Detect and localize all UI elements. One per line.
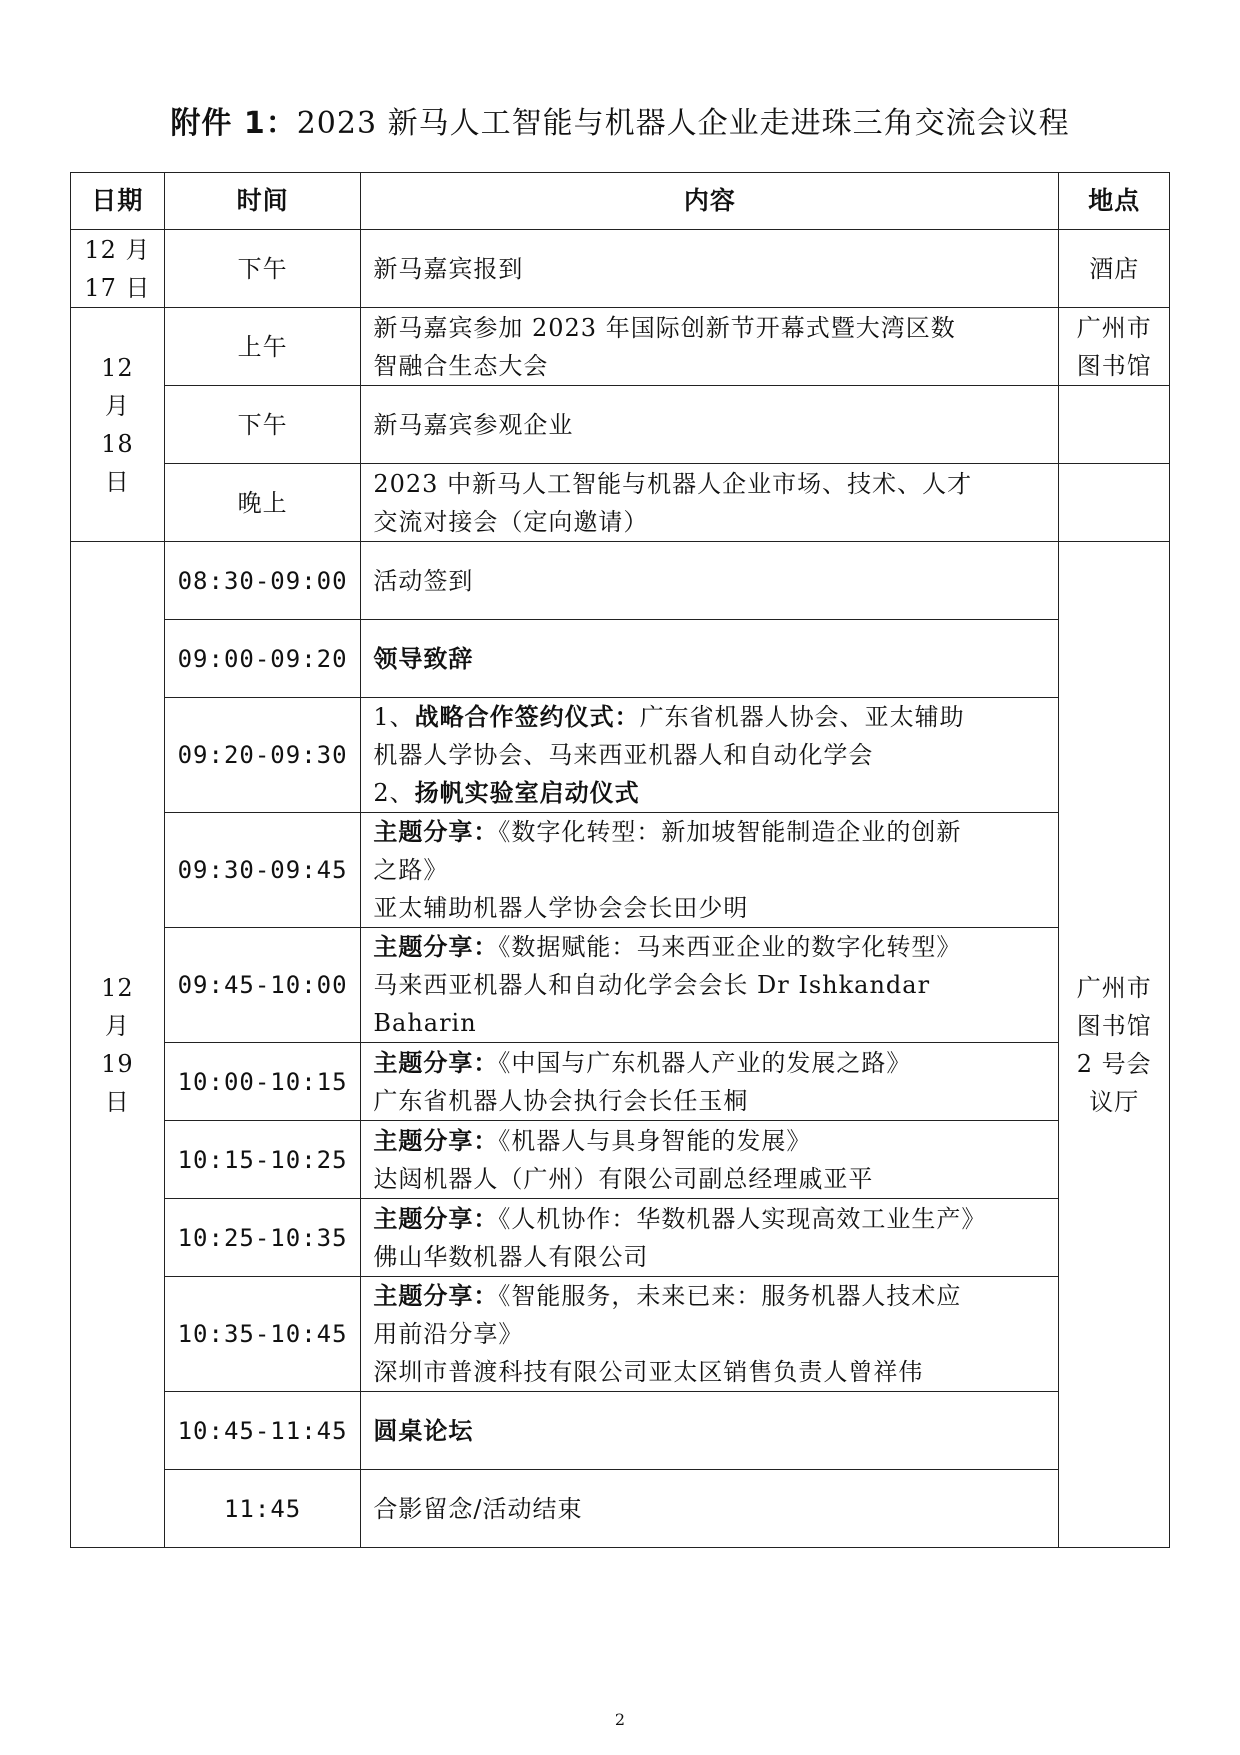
location-cell-empty — [1059, 386, 1170, 464]
item-number: 1、 — [373, 703, 415, 731]
time-cell: 10:15-10:25 — [164, 1121, 361, 1199]
page-title — [0, 98, 1240, 142]
location-cell: 酒店 — [1059, 230, 1170, 308]
date-line: 12 月 — [84, 235, 151, 264]
speaker: 佛山华数机器人有限公司 — [373, 1242, 649, 1271]
time-cell: 10:00-10:15 — [164, 1043, 361, 1121]
content-line — [373, 1044, 1046, 1082]
content-cell — [361, 1277, 1059, 1392]
table-row — [71, 1043, 1170, 1121]
content-cell — [361, 928, 1059, 1043]
content-cell: 领导致辞 — [361, 620, 1059, 698]
content-line: 交流对接会（定向邀请） — [373, 507, 649, 536]
content-line — [373, 1200, 1046, 1238]
content-cell — [361, 698, 1059, 813]
time-cell: 10:35-10:45 — [164, 1277, 361, 1392]
content-line: Baharin — [373, 1009, 477, 1037]
topic-label: 主题分享： — [373, 1126, 499, 1155]
location-cell — [1059, 308, 1170, 386]
location-line: 图书馆 — [1076, 1011, 1152, 1040]
location-line: 广州市 — [1076, 973, 1152, 1002]
location-line: 2 号会 — [1076, 1049, 1152, 1078]
table-row — [71, 620, 1170, 698]
date-line: 日 — [104, 467, 130, 496]
table-row — [71, 464, 1170, 542]
speaker: 马来西亚机器人和自动化学会会长 Dr Ishkandar — [373, 971, 931, 999]
time-cell: 上午 — [164, 308, 361, 386]
location-line: 图书馆 — [1076, 351, 1152, 380]
topic-label: 主题分享： — [373, 1204, 499, 1233]
location-line: 广州市 — [1076, 313, 1152, 342]
table-row — [71, 386, 1170, 464]
content-line: 新马嘉宾参观企业 — [373, 410, 574, 439]
content-cell — [361, 464, 1059, 542]
date-line: 19 — [101, 1049, 134, 1078]
time-cell: 09:20-09:30 — [164, 698, 361, 813]
header-row — [71, 173, 1170, 230]
date-cell-dec17 — [71, 230, 165, 308]
content-line — [373, 1277, 1046, 1315]
date-line: 12 — [101, 973, 134, 1002]
item-number: 2、 — [373, 779, 415, 807]
topic-title: 《智能服务，未来已来：服务机器人技术应 — [498, 1282, 962, 1310]
content-line: 机器人学协会、马来西亚机器人和自动化学会 — [373, 741, 874, 769]
date-line: 月 — [104, 391, 130, 420]
table-row — [71, 928, 1170, 1043]
time-cell: 08:30-09:00 — [164, 542, 361, 620]
time-cell: 09:30-09:45 — [164, 813, 361, 928]
page-number: 2 — [614, 1710, 626, 1729]
time-cell: 下午 — [164, 386, 361, 464]
content-line: 新马嘉宾参加 2023 年国际创新节开幕式暨大湾区数 — [373, 313, 956, 342]
location-cell-room2 — [1059, 542, 1170, 1548]
topic-title: 《机器人与具身智能的发展》 — [498, 1126, 812, 1155]
item-title: 战略合作签约仪式： — [414, 703, 640, 731]
content-cell: 合影留念/活动结束 — [361, 1470, 1059, 1548]
header-date: 日期 — [71, 173, 165, 230]
time-cell: 09:00-09:20 — [164, 620, 361, 698]
content-line — [373, 774, 1046, 812]
content-line — [373, 813, 1046, 851]
header-location: 地点 — [1059, 173, 1170, 230]
table-row — [71, 308, 1170, 386]
table-row — [71, 1392, 1170, 1470]
topic-label: 主题分享： — [373, 818, 499, 846]
content-cell: 活动签到 — [361, 542, 1059, 620]
topic-title: 《人机协作：华数机器人实现高效工业生产》 — [498, 1204, 987, 1233]
content-cell — [361, 1043, 1059, 1121]
content-line — [373, 698, 1046, 736]
content-cell — [361, 1199, 1059, 1277]
date-line: 18 — [101, 429, 134, 458]
content-line — [373, 1122, 1046, 1160]
topic-label: 主题分享： — [373, 1282, 499, 1310]
content-cell — [361, 1121, 1059, 1199]
content-cell: 圆桌论坛 — [361, 1392, 1059, 1470]
speaker: 广东省机器人协会执行会长任玉桐 — [373, 1086, 749, 1115]
content-cell — [361, 813, 1059, 928]
content-line: 智融合生态大会 — [373, 351, 549, 380]
time-cell: 10:45-11:45 — [164, 1392, 361, 1470]
title-main: 2023 新马人工智能与机器人企业走进珠三角交流会议程 — [296, 106, 1070, 141]
table-row — [71, 1121, 1170, 1199]
content-line: 用前沿分享》 — [373, 1320, 524, 1348]
time-cell: 晚上 — [164, 464, 361, 542]
content-line: 2023 中新马人工智能与机器人企业市场、技术、人才 — [373, 469, 973, 498]
header-content: 内容 — [361, 173, 1059, 230]
agenda-table — [70, 172, 1170, 1548]
speaker: 达闼机器人（广州）有限公司副总经理戚亚平 — [373, 1164, 874, 1193]
header-time: 时间 — [164, 173, 361, 230]
date-line: 12 — [101, 353, 134, 382]
time-cell: 下午 — [164, 230, 361, 308]
table-row — [71, 1199, 1170, 1277]
topic-label: 主题分享： — [373, 933, 499, 961]
topic-title: 《数字化转型：新加坡智能制造企业的创新 — [498, 818, 962, 846]
item-text: 广东省机器人协会、亚太辅助 — [639, 703, 965, 731]
speaker: 亚太辅助机器人学协会会长田少明 — [373, 894, 749, 922]
location-line: 议厅 — [1089, 1087, 1140, 1116]
date-line: 月 — [104, 1011, 130, 1040]
time-cell: 11:45 — [164, 1470, 361, 1548]
topic-title: 《中国与广东机器人产业的发展之路》 — [498, 1048, 912, 1077]
content-line — [373, 928, 1046, 966]
date-cell-dec19 — [71, 542, 165, 1548]
table-row — [71, 813, 1170, 928]
table-row — [71, 698, 1170, 813]
location-cell-empty — [1059, 464, 1170, 542]
topic-label: 主题分享： — [373, 1048, 499, 1077]
date-line: 日 — [104, 1087, 130, 1116]
speaker: 深圳市普渡科技有限公司亚太区销售负责人曾祥伟 — [373, 1358, 924, 1386]
time-cell: 10:25-10:35 — [164, 1199, 361, 1277]
table-row — [71, 1277, 1170, 1392]
title-prefix: 附件 1： — [170, 106, 297, 141]
content-cell — [361, 308, 1059, 386]
content-cell: 新马嘉宾报到 — [361, 230, 1059, 308]
item-title: 扬帆实验室启动仪式 — [414, 779, 640, 807]
time-cell: 09:45-10:00 — [164, 928, 361, 1043]
table-row — [71, 542, 1170, 620]
date-cell-dec18 — [71, 308, 165, 542]
table-row — [71, 230, 1170, 308]
topic-title: 《数据赋能：马来西亚企业的数字化转型》 — [498, 933, 962, 961]
content-line: 之路》 — [373, 856, 449, 884]
content-cell — [361, 386, 1059, 464]
date-line: 17 日 — [84, 273, 151, 302]
table-row — [71, 1470, 1170, 1548]
